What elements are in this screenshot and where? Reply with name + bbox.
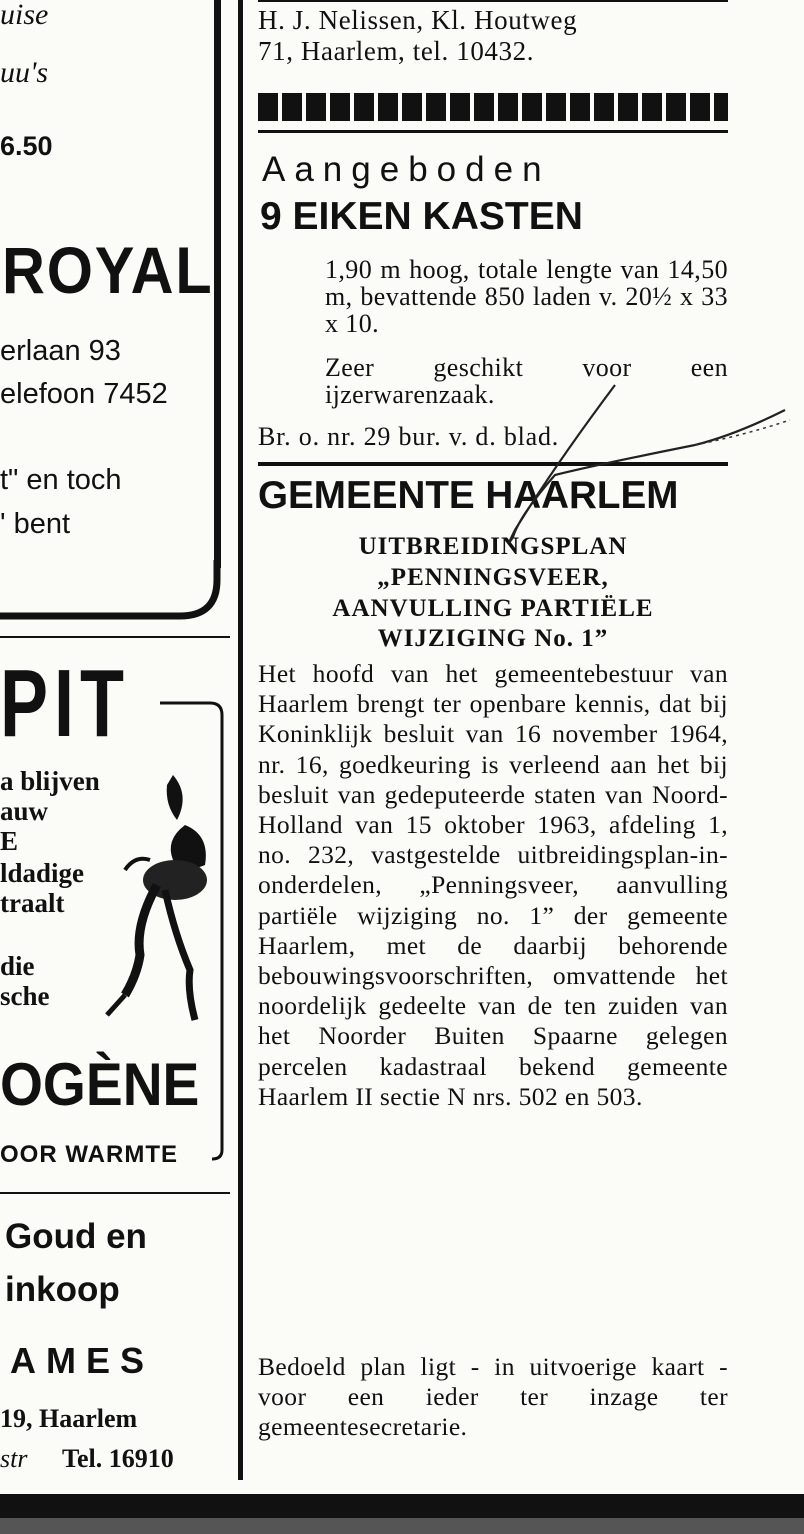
pit-line: sche (0, 981, 50, 1011)
pit-line: a blijven (0, 766, 100, 796)
royal-phone: elefoon 7452 (0, 378, 168, 410)
royal-heading: ROYAL (2, 233, 214, 307)
ames-phone: Tel. 16910 (62, 1444, 174, 1473)
royal-frame-corner (0, 560, 222, 622)
kasten-body: 1,90 m hoog, totale lengte van 14,50 m, bevattende 850 laden v. 20½ x 33 x 10. (325, 255, 728, 338)
fragment-uise: uise (0, 0, 49, 31)
pen-scribble (495, 375, 795, 575)
ames-name: AMES (10, 1340, 155, 1381)
fragment-price: 6.50 (0, 131, 53, 161)
kasten-heading: 9 EIKEN KASTEN (260, 195, 583, 238)
pit-line: E (0, 826, 19, 856)
royal-address: erlaan 93 (0, 335, 121, 367)
dashed-bar (258, 93, 728, 121)
inkoop-heading: inkoop (5, 1270, 120, 1309)
dancing-figure-illustration (95, 765, 220, 1035)
ames-address: 19, Haarlem (0, 1404, 138, 1433)
sub-heading-4: WIJZIGING No. 1” (377, 625, 609, 652)
ames-street: str (0, 1444, 28, 1473)
bottom-rule (0, 1494, 804, 1534)
ogene-heading: OGÈNE (0, 1051, 200, 1118)
fragment-uus: uu's (0, 56, 49, 89)
bureau-line: Br. o. nr. 29 bur. v. d. blad. (258, 422, 560, 451)
aangeboden-heading: Aangeboden (262, 150, 551, 189)
sub-heading-2: „PENNINGSVEER, (377, 564, 609, 591)
pit-line: ldadige (0, 858, 85, 888)
notice-body-2: Bedoeld plan ligt - in uitvoerige kaart - voor een ieder ter inzage ter gemeentesecretarie. (258, 1352, 728, 1442)
royal-slogan-2: ' bent (0, 508, 71, 540)
sub-heading-3: AANVULLING PARTIËLE (332, 595, 654, 622)
sub-heading-1: UITBREIDINGSPLAN (358, 533, 628, 560)
top-rule (258, 0, 728, 2)
pit-heading: PIT (0, 650, 131, 757)
nelissen-line-1: H. J. Nelissen, Kl. Houtweg (258, 5, 578, 35)
divider-left-2 (0, 1192, 230, 1194)
column-rule (238, 0, 243, 1480)
pit-line: traalt (0, 888, 65, 918)
gemeente-heading: GEMEENTE HAARLEM (258, 474, 679, 517)
warmte-tagline: OOR WARMTE (0, 1141, 178, 1168)
divider-left (0, 636, 230, 638)
royal-frame-right (214, 0, 221, 568)
pit-line: auw (0, 796, 49, 826)
nelissen-line-2: 71, Haarlem, tel. 10432. (258, 36, 535, 66)
notice-body: Het hoofd van het gemeentebestuur van Haarlem brengt ter openbare kennis, dat bij Koninklijk besluit van 16 november 1964, nr. 16, goedkeuring is verleend aan het bij besluit van gedeputeerde staten van Noord-Holland van 15 oktober 1963, afdeling 1, no. 232, vastgestelde uitbreidingsplan-in-onderdelen, „Penningsveer, aanvulling partiële wijziging no. 1” der gemeente Haarlem, met de daarbij behorende bebouwingsvoorschriften, omvattende het noordelijk gedeelte van de ten zuiden van het Noorder Buiten Spaarne gelegen percelen kadastraal bekend gemeente Haarlem II sectie N nrs. 502 en 503. (258, 659, 728, 1111)
rule-under-bar (258, 130, 728, 133)
pit-line: die (0, 951, 35, 981)
royal-slogan-1: t" en toch (0, 464, 122, 496)
kasten-body-2: Zeer geschikt voor een ijzerwarenzaak. (325, 353, 728, 409)
goud-heading: Goud en (5, 1217, 147, 1256)
